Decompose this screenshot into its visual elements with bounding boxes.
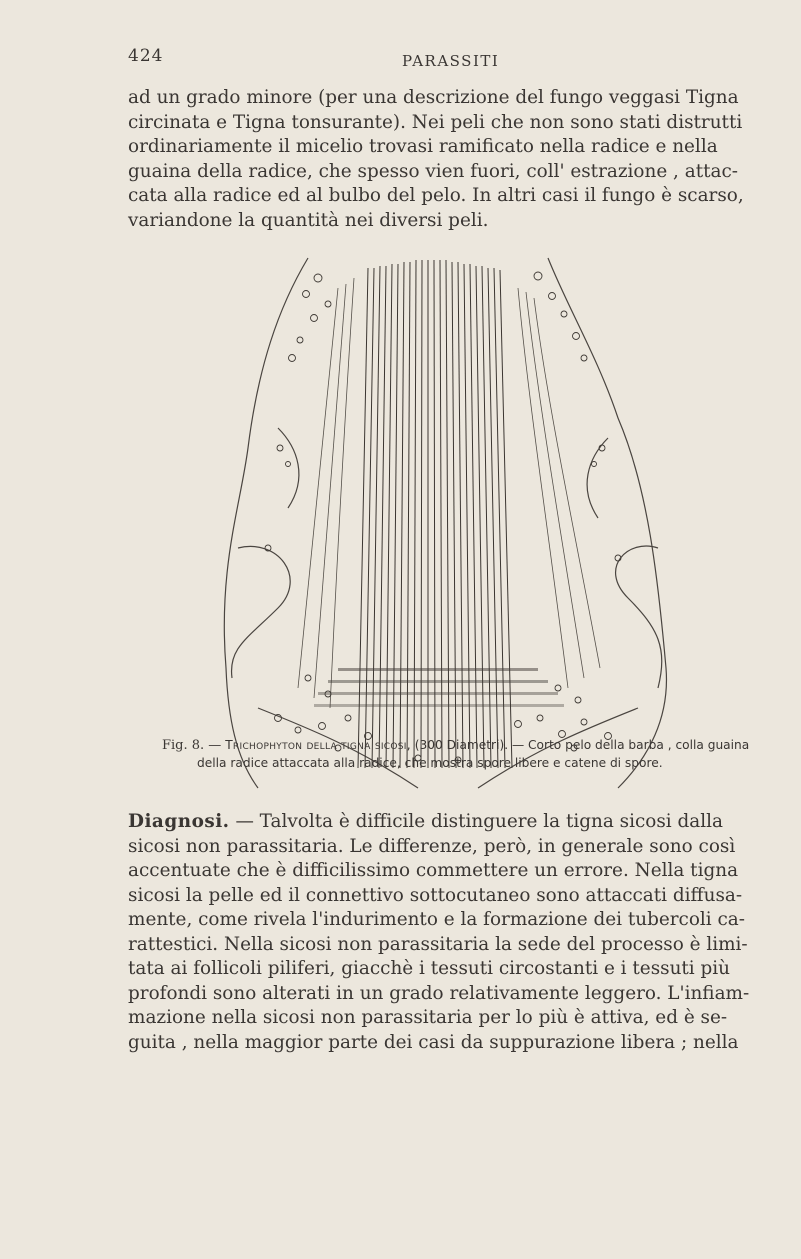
text-line: mazione nella sicosi non parassitaria per lo più è attiva, ed è se-	[128, 1007, 728, 1028]
follicle-outline-left	[224, 258, 308, 788]
root-sheath-fibres	[298, 278, 600, 708]
figure-title: Trichophyton della tigna sicosi,	[225, 738, 411, 752]
hair-shaft-fibres	[358, 260, 512, 768]
text-line: circinata e Tigna tonsurante). Nei peli che non sono stati distrutti	[128, 111, 743, 133]
paragraph-diagnosi	[128, 810, 750, 1055]
text-line: guita , nella maggior parte dei casi da suppurazione libera ; nella	[128, 1031, 739, 1053]
text-line: cata alla radice ed al bulbo del pelo. In altri casi il fungo è scarso,	[128, 185, 744, 206]
spore-chains	[314, 668, 564, 707]
text-line: sicosi la pelle ed il connettivo sottocutaneo sono attaccati diffusa-	[128, 884, 743, 906]
text-line: accentuate che è difficilissimo commettere un errore. Nella tigna	[128, 860, 739, 881]
page-header	[128, 46, 739, 86]
section-heading-diagnosi: Diagnosi.	[128, 811, 230, 832]
spores	[265, 272, 621, 763]
page-number: 424	[128, 46, 164, 66]
figure-caption-line-2: della radice attaccata alla radice, che mostra spore libere e catene di spore.	[197, 755, 663, 770]
text-line: tata ai follicoli piliferi, giacchè i tessuti circostanti e i tessuti più	[128, 958, 731, 979]
figure-caption-text: (300 Diametri). — Corto pelo della barba , colla guaina	[410, 738, 750, 752]
text-line: variandone la quantità nei diversi peli.	[128, 209, 489, 231]
follicle-outline-right	[548, 258, 666, 788]
text-line: ordinariamente il micelio trovasi ramificato nella radice e nella	[128, 136, 718, 157]
text-line: guaina della radice, che spesso vien fuori, coll' estrazione , attac-	[128, 160, 738, 182]
text-line: ad un grado minore (per una descrizione del fungo veggasi Tigna	[128, 87, 739, 108]
running-title: PARASSITI	[402, 52, 500, 70]
text-line: Diagnosi. — Talvolta è difficile distinguere la tigna sicosi dalla	[128, 811, 723, 832]
text-line: sicosi non parassitaria. Le differenze, però, in generale sono così	[128, 835, 736, 857]
text-line: mente, come rivela l'indurimento e la formazione dei tubercoli ca-	[128, 909, 745, 930]
text-line: rattestici. Nella sicosi non parassitaria la sede del processo è limi-	[128, 933, 748, 955]
hair-root-illustration	[218, 248, 674, 792]
text-line: profondi sono alterati in un grado relativamente leggero. L'infiam-	[128, 982, 750, 1004]
figure-caption	[162, 737, 762, 772]
paragraph-intro	[128, 86, 750, 233]
figure-label: Fig. 8. —	[162, 738, 222, 753]
